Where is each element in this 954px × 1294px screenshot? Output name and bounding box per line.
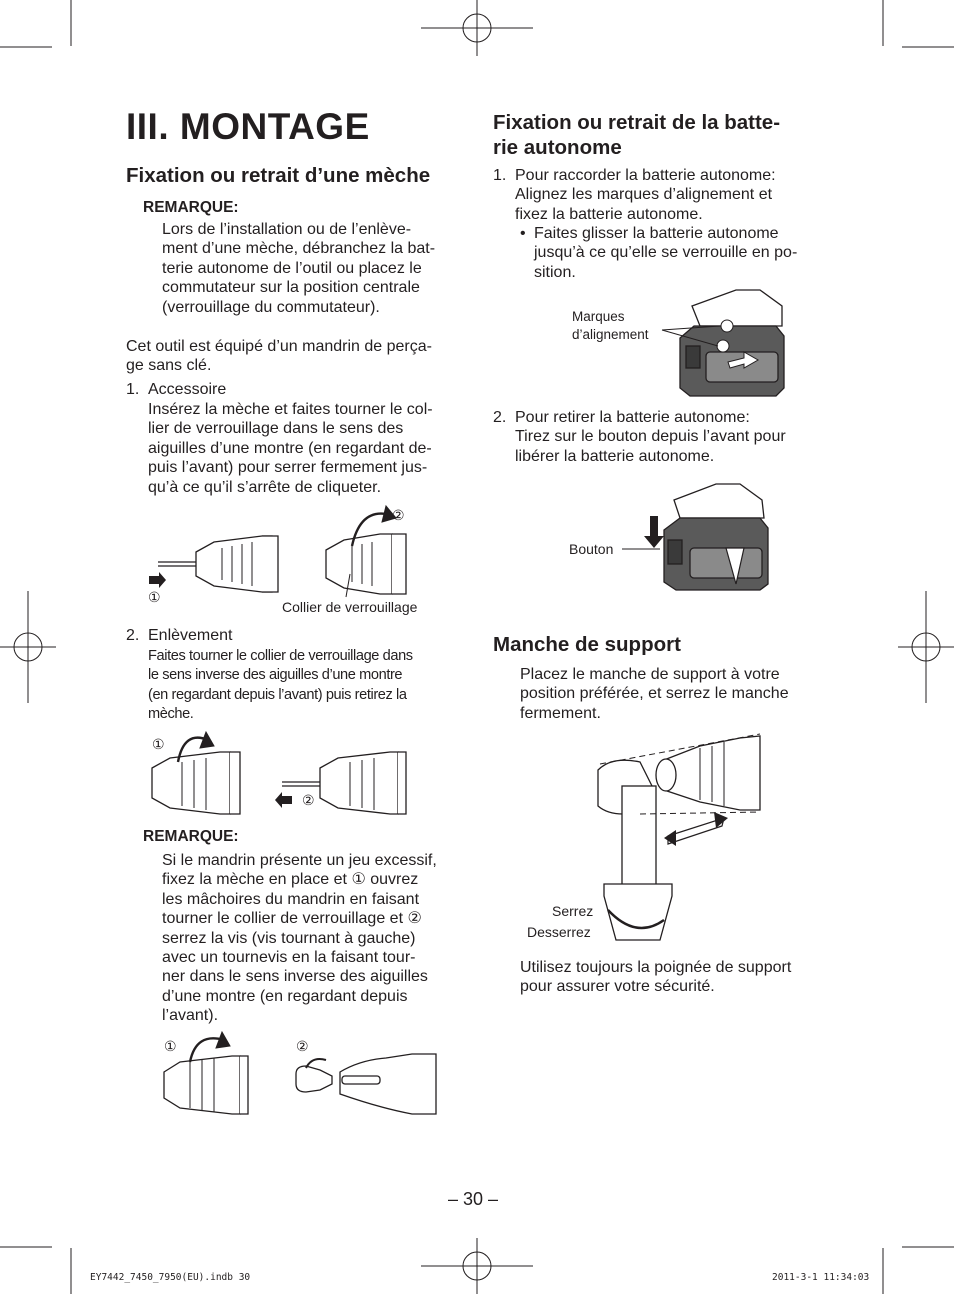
text-line: Pour retirer la batterie autonome: [515, 409, 750, 426]
text-line: aiguilles d’une montre (en regardant de- [148, 439, 432, 457]
text-line: Pour raccorder la batterie autonome: [515, 167, 776, 184]
text-line: serrez la vis (vis tournant à gauche) [162, 929, 416, 947]
text-line: ge sans clé. [126, 357, 212, 375]
text-line: (verrouillage du commutateur). [162, 298, 380, 316]
grip-heading: Manche de support [493, 633, 681, 656]
text-line: Cet outil est équipé d’un mandrin de perça- [126, 338, 432, 355]
fig1-mark-2: ② [392, 507, 405, 523]
text-line: qu’à ce qu’il s’arrête de cliqueter. [148, 478, 382, 496]
text-line: Faites tourner le collier de verrouillage dans [148, 648, 413, 664]
battery-step1-number: 1. [493, 167, 507, 184]
text-line: le sens inverse des aiguilles d’une montre [148, 667, 403, 684]
text-line: Placez le manche de support à votre [520, 666, 780, 683]
step2-number: 2. [126, 627, 140, 644]
bullet: • [520, 225, 526, 242]
text-line: fermement. [520, 704, 601, 722]
note2-label: REMARQUE: [143, 828, 239, 845]
text-line: tourner le collier de verrouillage et ② [162, 910, 422, 928]
fig1-mark-1: ① [148, 589, 161, 605]
text-line: les mâchoires du mandrin en faisant [162, 890, 420, 908]
fig6-label-loosen: Desserrez [527, 924, 591, 940]
text-line: terie autonome de l’outil ou placez le [162, 259, 422, 277]
text-line: lier de verrouillage dans le sens des [148, 420, 404, 438]
text-line: (en regardant depuis l’avant) puis retirez la [148, 686, 407, 703]
text-line: Insérez la mèche et faites tourner le col- [148, 401, 433, 418]
text-line: Alignez les marques d’alignement et [515, 186, 773, 204]
text-line: libérer la batterie autonome. [515, 447, 715, 465]
footer-timestamp: 2011-3-1 11:34:03 [772, 1272, 870, 1283]
text-line: Tirez sur le bouton depuis l’avant pour [515, 428, 786, 446]
text-line: ment d’une mèche, débranchez la bat- [162, 240, 436, 258]
text-line: jusqu’à ce qu’elle se verrouille en po- [534, 244, 798, 262]
text-line: fixez la batterie autonome. [515, 205, 703, 223]
fig3-mark-2: ② [296, 1038, 309, 1054]
text-line: Utilisez toujours la poignée de support [520, 959, 792, 976]
text-line: pour assurer votre sécurité. [520, 978, 715, 996]
final-text [520, 958, 791, 997]
text-line: puis l’avant) pour serrer fermement jus- [148, 459, 428, 477]
text-line: commutateur sur la position centrale [162, 279, 420, 297]
fig2-mark-1: ① [152, 736, 165, 752]
text-line: position préférée, et serrez le manche [520, 685, 789, 703]
fig3-mark-1: ① [164, 1038, 177, 1054]
battery-step2-number: 2. [493, 409, 507, 426]
fig6-label-tighten: Serrez [552, 903, 594, 919]
text-line: fixez la mèche en place et ① ouvrez [162, 871, 419, 889]
label-line: Marques [572, 309, 625, 324]
fig2-mark-2: ② [302, 792, 315, 808]
text-line: sition. [534, 263, 576, 281]
label-line: d’alignement [572, 327, 649, 342]
fig1-label: Collier de verrouillage [282, 599, 418, 615]
fig5-label: Bouton [569, 541, 614, 557]
text-line: Lors de l’installation ou de l’enlève- [162, 221, 412, 238]
left-heading: Fixation ou retrait d’une mèche [126, 164, 431, 187]
step1-title: Accessoire [148, 381, 227, 398]
text-line: ner dans le sens inverse des aiguilles [162, 968, 428, 986]
step1-number: 1. [126, 381, 140, 398]
page-title: III. MONTAGE [126, 106, 370, 147]
text-line: Si le mandrin présente un jeu excessif, [162, 852, 437, 869]
heading-line: rie autonome [493, 136, 622, 159]
heading-line: Fixation ou retrait de la batte- [493, 111, 781, 134]
footer-file: EY7442_7450_7950(EU).indb 30 [90, 1272, 251, 1283]
text-line: l’avant). [162, 1007, 219, 1025]
text-line: Faites glisser la batterie autonome [534, 225, 779, 242]
text-line: d’une montre (en regardant depuis [162, 987, 408, 1005]
note1-label: REMARQUE: [143, 199, 239, 216]
step2-title: Enlèvement [148, 627, 233, 644]
page-number: – 30 – [448, 1189, 499, 1209]
text-line: mèche. [148, 706, 194, 723]
text-line: avec un tournevis en la faisant tour- [162, 949, 416, 967]
